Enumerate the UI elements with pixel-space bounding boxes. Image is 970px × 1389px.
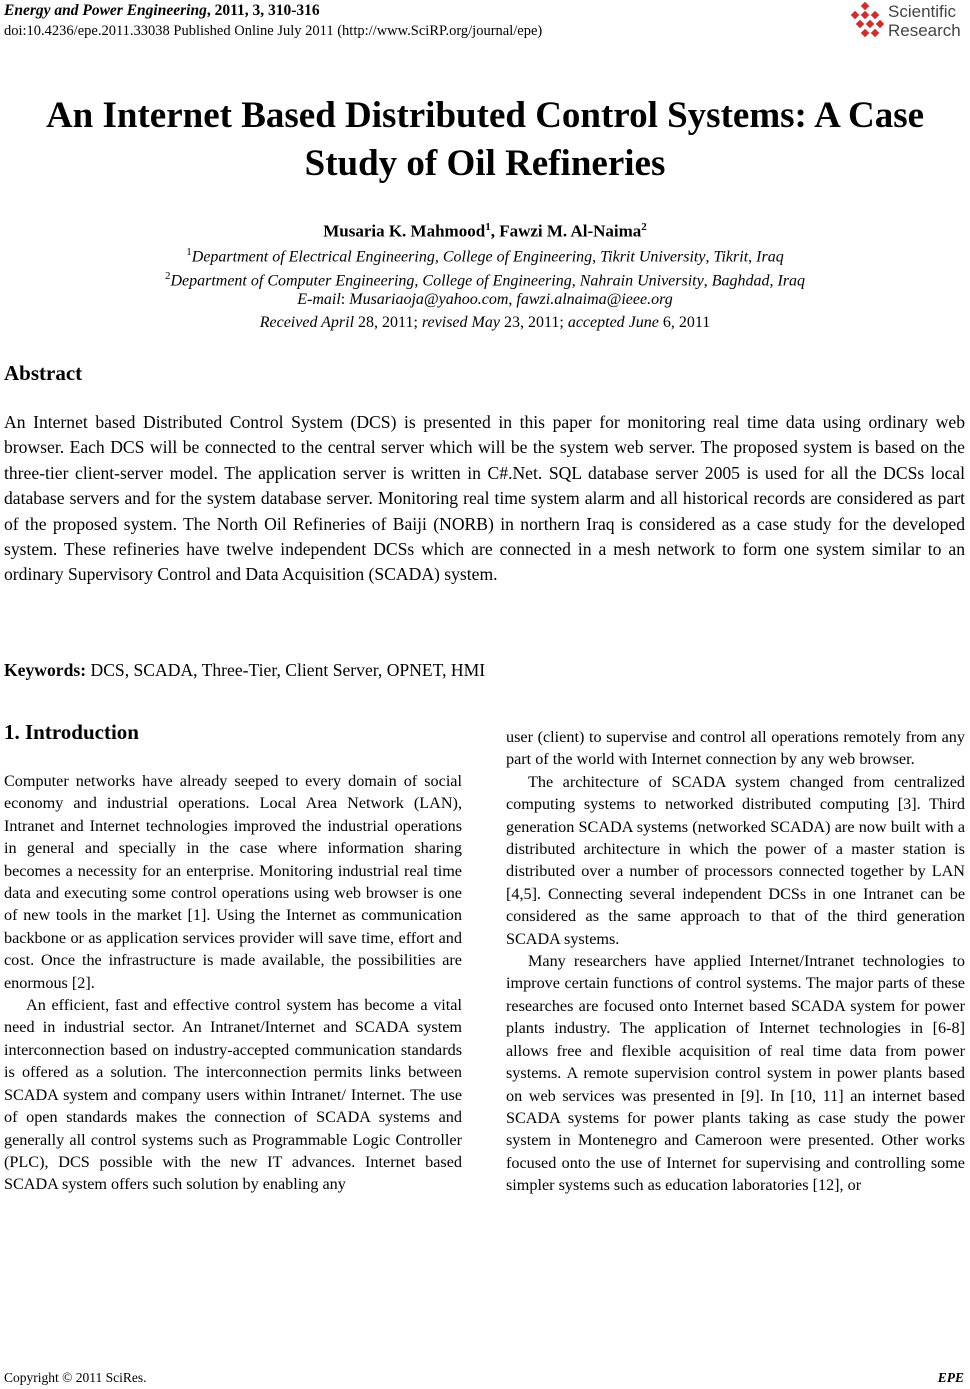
abstract-heading: Abstract: [4, 361, 83, 385]
aff2-country: Iraq: [777, 272, 806, 290]
right-column: [506, 726, 965, 1197]
logo-line2: Research: [888, 21, 961, 40]
abstract-text: An Internet based Distributed Control System (DCS) is presented in this paper for monitoring real time data using ordinary web browser. Each DCS will be connected to the central server which will be the system web server. The proposed system is based on the three-tier client-server model. The application server is written in C#.Net. SQL database server 2005 is used for all the DCSs local database servers and for the system database server. Monitoring real time system alarm and all historical records are considered as part of the proposed system. The North Oil Refineries of Baiji (NORB) in northern Iraq is considered as a case study for the developed system. These refineries have twelve independent DCSs which are connected in a mesh network to form one system similar to an ordinary Supervisory Control and Data Acquisition (SCADA) system.: [4, 412, 965, 585]
intro-heading: 1. Introduction: [4, 720, 139, 744]
aff1-college: College of Engineering: [442, 248, 593, 266]
aff1-dept: Department of Electrical Engineering: [191, 248, 435, 266]
author-2: Fawzi M. Al-Naima: [499, 221, 642, 241]
authors: [0, 216, 970, 243]
aff2-univ: Nahrain University: [579, 272, 704, 290]
email-label: E-mail: [297, 291, 341, 308]
aff1-sup: 1: [186, 246, 192, 258]
accepted-date: 6, 2011: [658, 314, 711, 331]
publisher-logo-icon: [848, 2, 886, 44]
email-1[interactable]: Musariaoja@yahoo.com: [349, 291, 509, 308]
aff1-univ: Tikrit University: [600, 248, 706, 266]
received-date: 28, 2011;: [354, 314, 422, 331]
email-line: E-mail: Musariaoja@yahoo.com, fawzi.alnaima@ieee.org: [297, 291, 673, 308]
aff1-country: Iraq: [756, 248, 784, 266]
aff1-city: Tikrit: [713, 248, 749, 266]
title-line1: An Internet Based Distributed Control Systems: A Case: [45, 95, 925, 136]
publisher-logo-text: [888, 2, 961, 40]
intro-paragraph-5: Many researchers have applied Internet/Intranet technologies to improve certain functions of control systems. The major parts of these researches are focused onto Internet based SCADA system for power plants industry. The application of Internet technologies in [6-8] allows free and flexible acquisition of real time data from power systems. A remote supervision control system in power plants based on web services was presented in [9]. In [10, 11] an internet based SCADA systems for power plants taking as case study the power system in Montenegro and Cameroon were presented. Other works focused onto the use of Internet for supervising and controlling some simpler systems such as education laboratories [12], or: [506, 952, 965, 1195]
revised-date: 23, 2011;: [499, 314, 568, 331]
email-2[interactable]: fawzi.alnaima@ieee.org: [516, 291, 673, 308]
intro-paragraph-4: The architecture of SCADA system changed from centralized computing systems to networked distributed computing [3]. Third generation SCADA systems (networked SCADA) are now built with a distributed architecture in which the power of a master station is distributed over a number of processors connected together by LAN [4,5]. Connecting several independent DCSs in one Intranet can be considered as the same approach to that of the third generation SCADA systems.: [506, 772, 965, 948]
received-label: Received April: [259, 314, 355, 331]
intro-paragraph-2: An efficient, fast and effective control system has become a vital need in industrial sector. An Intranet/Internet and SCADA system interconnection based on industry-accepted communication standards is offered as a solution. The interconnection permits links between SCADA system and company users within Intranet/ Internet. The use of open standards makes the connection of SCADA systems and generally all control systems such as Programmable Logic Controller (PLC), DCS possible with the new IT advances. Internet based SCADA system offers such solution by enabling any: [4, 996, 462, 1194]
author-1: Musaria K. Mahmood: [323, 221, 486, 241]
journal-abbr: EPE: [937, 1370, 964, 1385]
aff2-dept: Department of Computer Engineering: [170, 272, 415, 290]
revised-label: revised May: [421, 314, 500, 331]
author-sep: ,: [490, 221, 500, 241]
affiliation-2: $^2$Department of Computer Engineering, College of Engineering, Nahrain University, Baghdad, Iraq: [164, 270, 806, 290]
copyright: Copyright © 2011 SciRes.: [4, 1370, 147, 1385]
paper-title: [0, 92, 970, 188]
left-column: [4, 770, 462, 1196]
aff2-city: Baghdad: [711, 272, 770, 290]
doi-line: doi:10.4236/epe.2011.33038 Published Online July 2011 (http://www.SciRP.org/journal/epe): [4, 23, 543, 39]
author-1-sup: 1: [485, 221, 491, 233]
journal-line: [4, 0, 542, 21]
accepted-label: accepted June: [567, 314, 659, 331]
keywords-text: DCS, SCADA, Three-Tier, Client Server, OPNET, HMI: [86, 660, 486, 680]
journal-name: Energy and Power Engineering: [4, 2, 207, 19]
logo-line1: Scientific: [888, 2, 957, 21]
author-2-sup: 2: [641, 221, 647, 233]
dates-line: [0, 313, 970, 333]
running-header: [4, 0, 542, 42]
aff2-college: College of Engineering: [422, 272, 572, 290]
intro-paragraph-1: Computer networks have already seeped to every domain of social economy and industrial operations. Local Area Network (LAN), Intranet and Internet technologies improved the industrial operations in general and specially in the case where information sharing becomes a necessity for an enterprise. Monitoring industrial real time data and executing some control operations using web browser is one of new tools in the market [1]. Using the Internet as communication backbone or as application services provider will save time, effort and cost. Once the infrastructure is made available, the possibilities are enormous [2].: [4, 772, 462, 992]
keywords: [4, 658, 485, 683]
journal-issue: , 2011, 3, 310-316: [206, 2, 320, 19]
aff2-sup: 2: [164, 270, 171, 282]
affiliation-1: $^1$Department of Electrical Engineering, College of Engineering, Tikrit University, Tikrit, Iraq: [186, 246, 784, 266]
intro-paragraph-3: user (client) to supervise and control all operations remotely from any part of the world with Internet connection by any web browser.: [506, 728, 965, 769]
keywords-label: Keywords:: [4, 660, 87, 680]
publisher-logo: [848, 2, 968, 44]
title-line2: Study of Oil Refineries: [304, 143, 666, 184]
